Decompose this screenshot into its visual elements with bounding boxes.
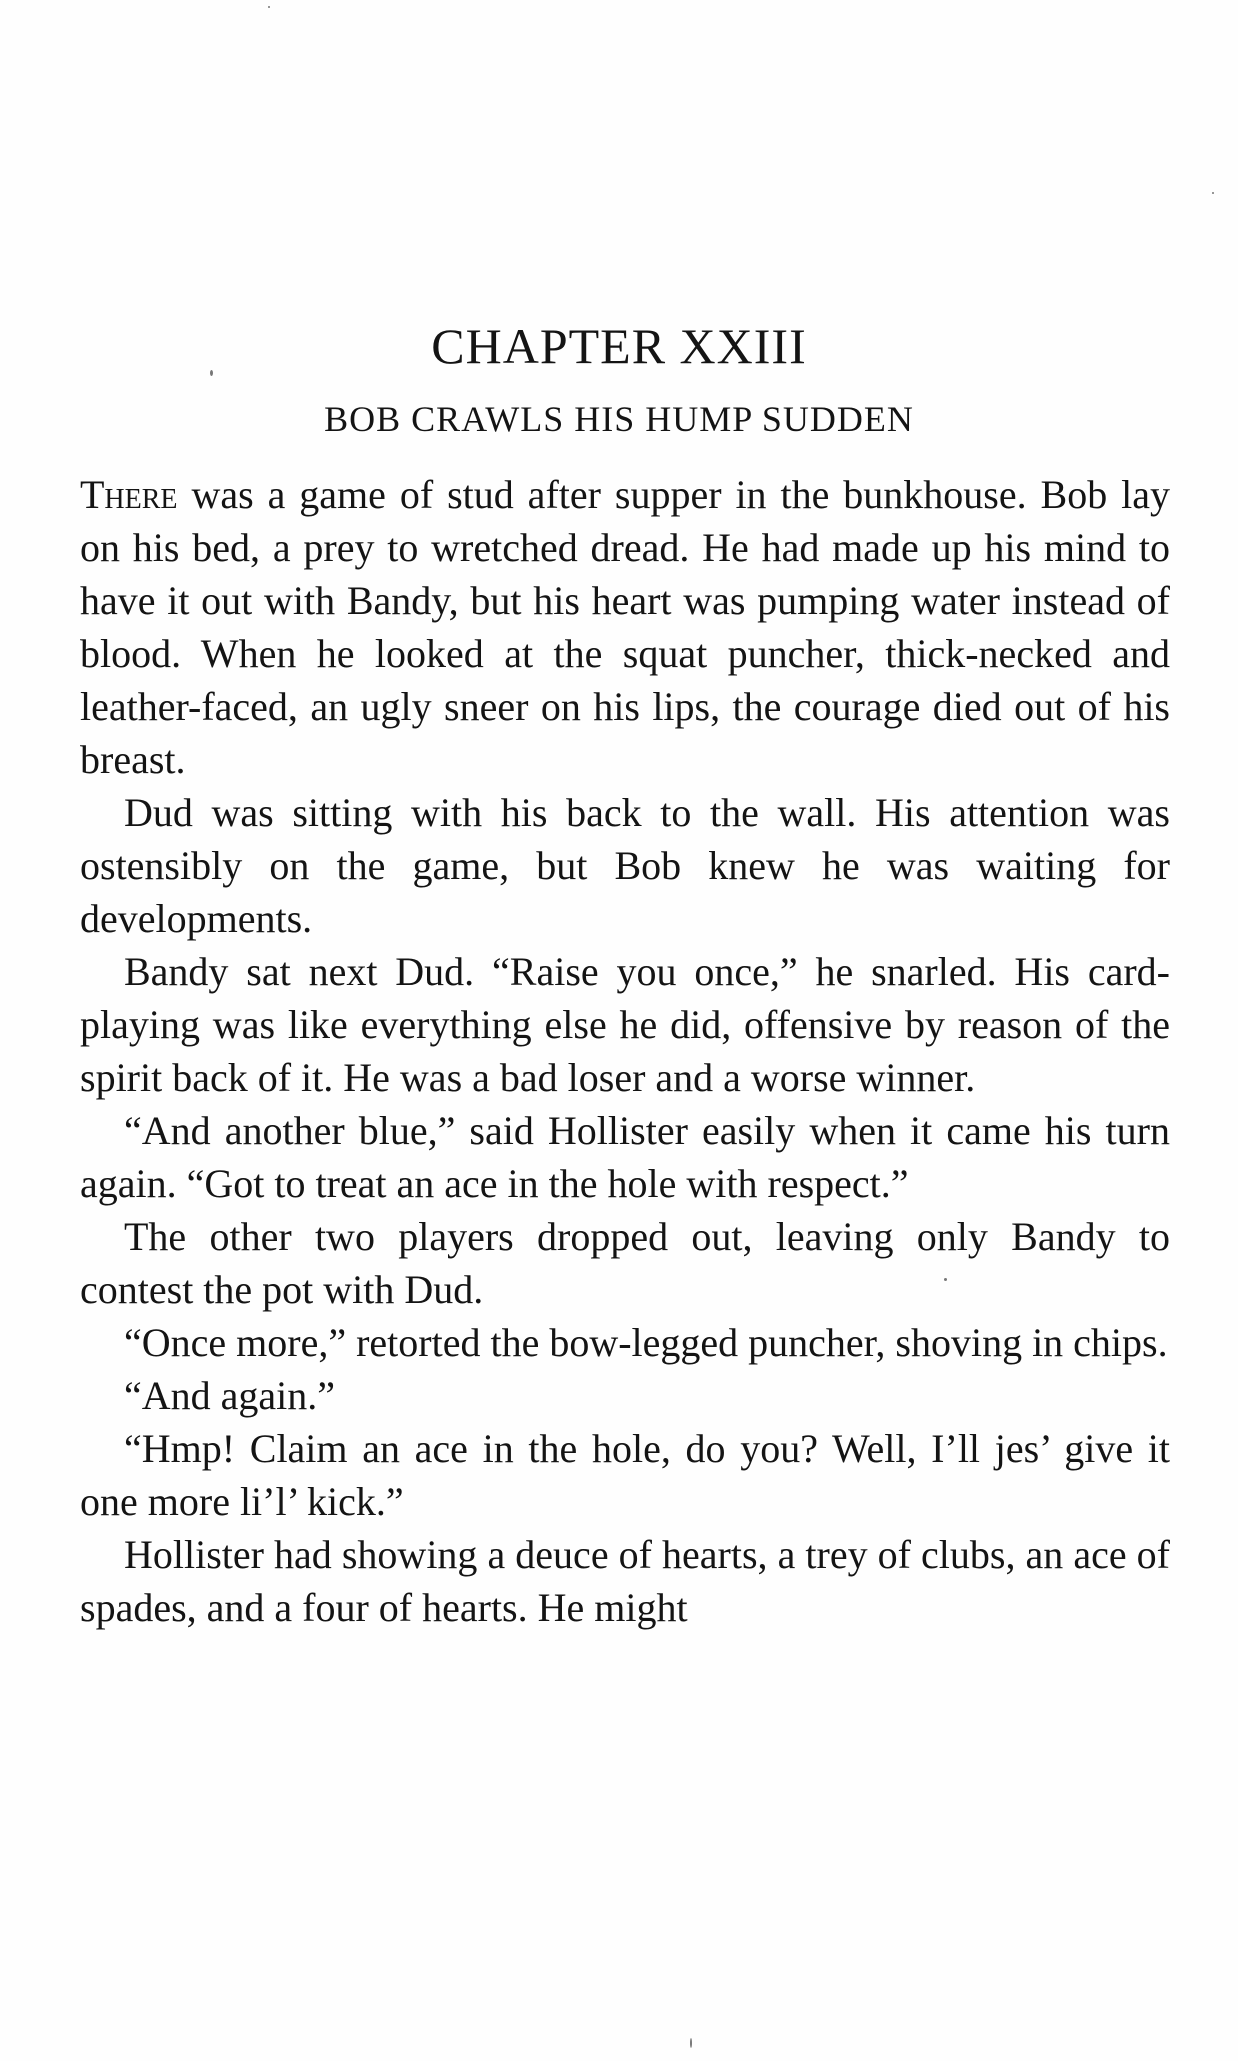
scan-speck — [944, 1278, 947, 1281]
paragraph: “Once more,” retorted the bow-legged puncher, shoving in chips. — [124, 1320, 1168, 1365]
chapter-subtitle: BOB CRAWLS HIS HUMP SUDDEN — [324, 399, 914, 439]
body-text — [80, 468, 1170, 1634]
paragraph — [80, 468, 1170, 786]
paragraph: Bandy sat next Dud. “Raise you once,” he snarled. His card-playing was like everything else he did, offensive by reason of the spirit back of it. He was a bad loser and a worse winner. — [80, 949, 1170, 1100]
paragraph: Dud was sitting with his back to the wall. His attention was ostensibly on the game, but Bob knew he was waiting for developments. — [80, 790, 1170, 941]
scan-speck — [1212, 192, 1214, 194]
paragraph: “And again.” — [124, 1373, 336, 1418]
scan-speck — [268, 6, 270, 8]
scan-speck — [690, 2038, 692, 2048]
paragraph: “And another blue,” said Hollister easily when it came his turn again. “Got to treat an ace in the hole with respect.” — [80, 1108, 1170, 1206]
scan-speck — [210, 370, 213, 376]
paragraph: Hollister had showing a deuce of hearts, a trey of clubs, an ace of spades, and a four of hearts. He might — [80, 1532, 1170, 1630]
chapter-title: CHAPTER XXIII — [431, 318, 807, 374]
paragraph: “Hmp! Claim an ace in the hole, do you? Well, I’ll jes’ give it one more li’l’ kick.” — [80, 1426, 1170, 1524]
paragraph-text: was a game of stud after supper in the bunkhouse. Bob lay on his bed, a prey to wretched dread. He had made up his mind to have it out with Bandy, but his heart was pumping water instead of blood. When he looked at the squat puncher, thick-necked and leather-faced, an ugly sneer on his lips, the courage died out of his breast. — [80, 472, 1170, 782]
paragraph: The other two players dropped out, leaving only Bandy to contest the pot with Dud. — [80, 1214, 1170, 1312]
paragraph-lead-word: There — [80, 472, 178, 517]
